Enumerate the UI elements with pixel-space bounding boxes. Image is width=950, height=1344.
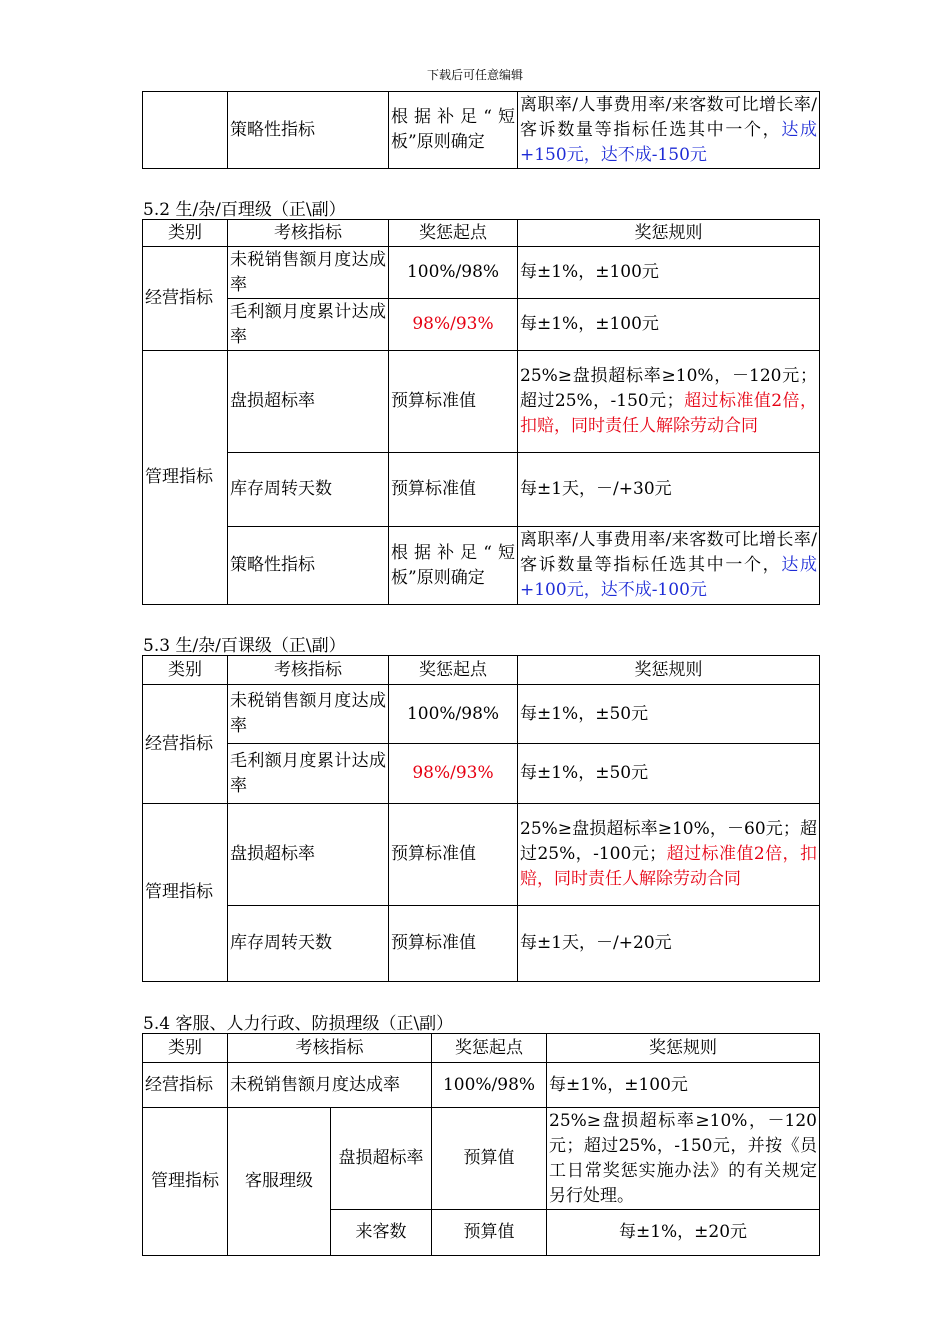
- rule-cell: 25%≥盘损超标率≥10%，－120元；超过25%，-150元，并按《员工日常奖惩实施办法》的有关规定另行处理。: [547, 1108, 820, 1210]
- page-header: 下载后可任意编辑: [426, 68, 523, 82]
- rule-cell: 25%≥盘损超标率≥10%，－60元；超过25%，-100元；超过标准值2倍，扣赔，同时责任人解除劳动合同: [518, 804, 820, 906]
- start-cell: 预算值: [432, 1210, 547, 1256]
- table-5-3: [142, 655, 820, 982]
- header-indicator: 考核指标: [228, 220, 389, 247]
- category-management: 管理指标: [143, 804, 228, 982]
- category-management: 管理指标: [143, 351, 228, 605]
- section-title-5-4: 5.4 客服、人力行政、防损理级（正\副）: [143, 1014, 454, 1034]
- rule-cell: 每±1天，－/+20元: [518, 906, 820, 982]
- header-start: 奖惩起点: [389, 656, 518, 685]
- header-start: 奖惩起点: [389, 220, 518, 247]
- start-cell: 预算标准值: [389, 351, 518, 453]
- indicator-cell: 毛利额月度累计达成率: [228, 744, 389, 804]
- start-cell: 100%/98%: [389, 247, 518, 299]
- start-cell: 预算标准值: [389, 453, 518, 527]
- header-rule: 奖惩规则: [547, 1034, 820, 1063]
- empty-cell: [143, 92, 228, 169]
- table-5-2: [142, 219, 820, 605]
- category-management: 管理指标: [143, 1108, 228, 1256]
- start-cell: 根据补足“短板”原则确定: [389, 527, 518, 605]
- indicator-cell: 盘损超标率: [331, 1108, 432, 1210]
- start-cell: 98%/93%: [389, 744, 518, 804]
- indicator-cell: 未税销售额月度达成率: [228, 685, 389, 744]
- indicator-cell: 盘损超标率: [228, 804, 389, 906]
- start-cell: 预算标准值: [389, 804, 518, 906]
- start-cell: 98%/93%: [389, 299, 518, 351]
- header-rule: 奖惩规则: [518, 656, 820, 685]
- rule-cell: 每±1%，±100元: [547, 1063, 820, 1108]
- category-operation: 经营指标: [143, 247, 228, 351]
- category-operation: 经营指标: [143, 685, 228, 804]
- start-cell: 预算值: [432, 1108, 547, 1210]
- header-category: 类别: [143, 1034, 228, 1063]
- header-indicator: 考核指标: [228, 656, 389, 685]
- indicator-cell: 策略性指标: [228, 527, 389, 605]
- strategy-table-continued: [142, 91, 820, 169]
- rule-cell: 每±1%，±50元: [518, 744, 820, 804]
- start-cell: 100%/98%: [389, 685, 518, 744]
- rule-cell: 每±1%，±100元: [518, 299, 820, 351]
- header-rule: 奖惩规则: [518, 220, 820, 247]
- start-cell: 预算标准值: [389, 906, 518, 982]
- indicator-cell: 库存周转天数: [228, 906, 389, 982]
- rule-cell: 离职率/人事费用率/来客数可比增长率/客诉数量等指标任选其中一个，达成+100元，达不成-100元: [518, 527, 820, 605]
- table-5-4: [142, 1033, 820, 1256]
- rule-cell: 每±1%，±100元: [518, 247, 820, 299]
- rule-cell: 离职率/人事费用率/来客数可比增长率/客诉数量等指标任选其中一个，达成+150元，达不成-150元: [518, 92, 820, 169]
- section-title-5-3: 5.3 生/杂/百课级（正\副）: [143, 636, 346, 656]
- indicator-cell: 盘损超标率: [228, 351, 389, 453]
- start-cell: 100%/98%: [432, 1063, 547, 1108]
- indicator-cell: 未税销售额月度达成率: [228, 247, 389, 299]
- rule-cell: 每±1天，－/+30元: [518, 453, 820, 527]
- indicator-cell: 毛利额月度累计达成率: [228, 299, 389, 351]
- indicator-cell: 未税销售额月度达成率: [228, 1063, 432, 1108]
- header-category: 类别: [143, 220, 228, 247]
- rule-cell: 每±1%，±20元: [547, 1210, 820, 1256]
- indicator-cell: 来客数: [331, 1210, 432, 1256]
- rule-cell: 25%≥盘损超标率≥10%，－120元；超过25%，-150元；超过标准值2倍，扣赔，同时责任人解除劳动合同: [518, 351, 820, 453]
- start-cell: 根据补足“短板”原则确定: [389, 92, 518, 169]
- indicator-cell: 库存周转天数: [228, 453, 389, 527]
- header-start: 奖惩起点: [432, 1034, 547, 1063]
- header-indicator: 考核指标: [228, 1034, 432, 1063]
- rule-cell: 每±1%，±50元: [518, 685, 820, 744]
- header-category: 类别: [143, 656, 228, 685]
- category-operation: 经营指标: [143, 1063, 228, 1108]
- sub-category: 客服理级: [228, 1108, 331, 1256]
- indicator-cell: 策略性指标: [228, 92, 389, 169]
- section-title-5-2: 5.2 生/杂/百理级（正\副）: [143, 200, 346, 220]
